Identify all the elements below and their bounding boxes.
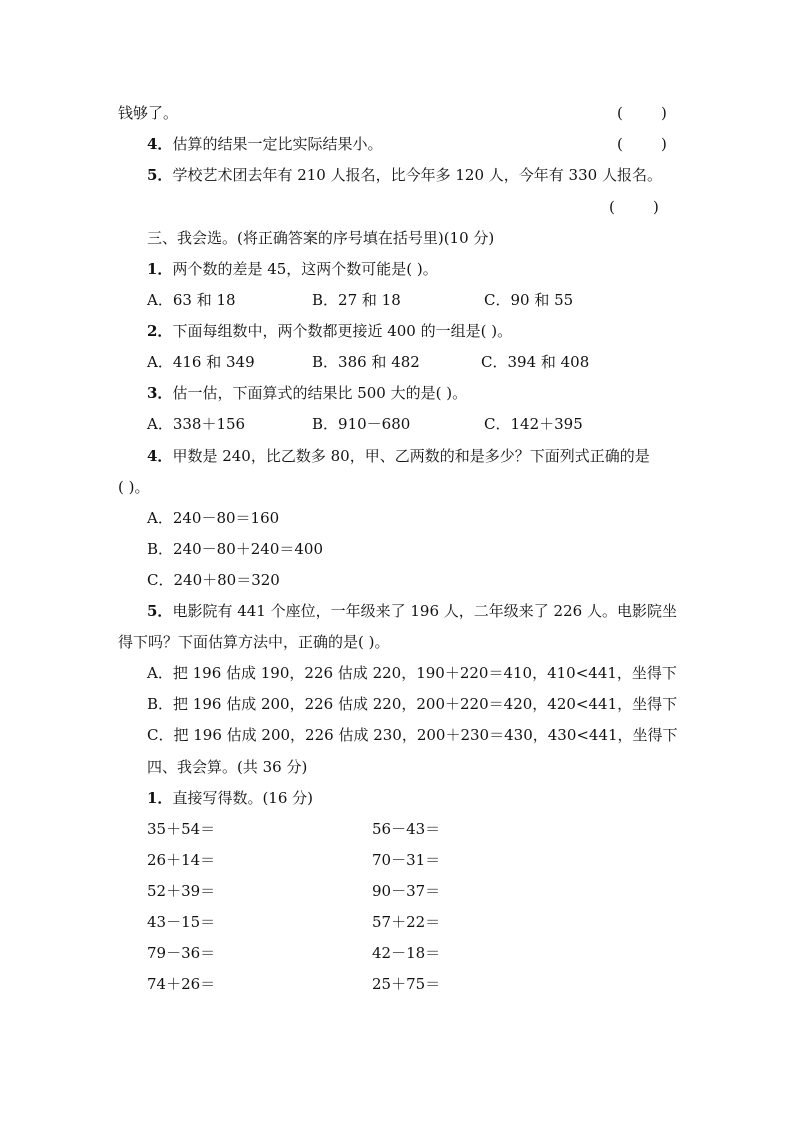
- section-4-heading: 四、我会算。(共 36 分): [147, 758, 308, 776]
- option-b: B．27 和 18: [312, 291, 401, 309]
- calc-right-4: 57＋22＝: [372, 913, 441, 931]
- option-b: B．386 和 482: [312, 353, 420, 371]
- question-2-5: [147, 165, 662, 185]
- option-c: C．142＋395: [484, 415, 583, 433]
- question-text: 两个数的差是 45，这两个数可能是( )。: [172, 260, 438, 278]
- question-3-5: [147, 601, 677, 621]
- question-number: 1．: [147, 260, 173, 278]
- calc-right-6: 25＋75＝: [372, 975, 441, 993]
- question-number: 4．: [147, 447, 173, 465]
- calc-right-1: 56－43＝: [372, 820, 441, 838]
- question-number: 4．: [147, 135, 173, 153]
- question-number: 5．: [147, 602, 173, 620]
- option-c: C．240＋80＝320: [147, 571, 280, 589]
- question-text: 学校艺术团去年有 210 人报名，比今年多 120 人，今年有 330 人报名。: [172, 166, 662, 184]
- calc-right-5: 42－18＝: [372, 944, 441, 962]
- question-3-3: [147, 383, 467, 403]
- option-b: B．把 196 估成 200，226 估成 220，200＋220＝420，420<441，坐得下: [147, 695, 678, 713]
- question-text: 估一估，下面算式的结果比 500 大的是( )。: [172, 384, 468, 402]
- answer-bracket-q3: ( ): [617, 104, 667, 122]
- answer-bracket-q4: ( ): [617, 135, 667, 153]
- question-number: 2．: [147, 322, 173, 340]
- question-3-4: [147, 446, 650, 466]
- question-3-5-continued: 得下吗？下面估算方法中，正确的是( )。: [118, 633, 390, 651]
- calc-right-3: 90－37＝: [372, 882, 441, 900]
- option-c: C．把 196 估成 200，226 估成 230，200＋230＝430，430<441，坐得下: [147, 726, 678, 744]
- question-number: 1．: [147, 789, 173, 807]
- question-number: 3．: [147, 384, 173, 402]
- answer-bracket-q5: ( ): [609, 198, 659, 216]
- option-a: A．240－80＝160: [147, 509, 280, 527]
- question-text: 估算的结果一定比实际结果小。: [172, 135, 383, 153]
- option-c: C．90 和 55: [484, 291, 574, 309]
- calc-right-2: 70－31＝: [372, 851, 441, 869]
- calc-left-4: 43－15＝: [147, 913, 216, 931]
- option-c: C．394 和 408: [481, 353, 590, 371]
- section-3-heading: 三、我会选。(将正确答案的序号填在括号里)(10 分): [147, 229, 495, 247]
- calc-left-5: 79－36＝: [147, 944, 216, 962]
- calc-left-6: 74＋26＝: [147, 975, 216, 993]
- question-text: 下面每组数中，两个数都更接近 400 的一组是( )。: [172, 322, 513, 340]
- question-3-1: [147, 259, 438, 279]
- question-text: 电影院有 441 个座位，一年级来了 196 人，二年级来了 226 人。电影院坐: [172, 602, 677, 620]
- option-a: A．416 和 349: [147, 353, 255, 371]
- calc-left-1: 35＋54＝: [147, 820, 216, 838]
- calc-left-2: 26＋14＝: [147, 851, 216, 869]
- question-text: 直接写得数。(16 分): [172, 789, 313, 807]
- question-2-4: [147, 134, 382, 154]
- option-b: B．240－80＋240＝400: [147, 540, 324, 558]
- question-3-4-continued: ( )。: [118, 478, 150, 496]
- option-b: B．910－680: [312, 415, 411, 433]
- question-text: 甲数是 240，比乙数多 80，甲、乙两数的和是多少？下面列式正确的是: [172, 447, 650, 465]
- option-a: A．把 196 估成 190，226 估成 220，190＋220＝410，410<441，坐得下: [147, 664, 677, 682]
- question-number: 5．: [147, 166, 173, 184]
- question-3-2: [147, 321, 512, 341]
- option-a: A．338＋156: [147, 415, 246, 433]
- option-a: A．63 和 18: [147, 291, 236, 309]
- calc-left-3: 52＋39＝: [147, 882, 216, 900]
- question-4-1: [147, 788, 313, 808]
- q3-tail-text: 钱够了。: [118, 104, 179, 122]
